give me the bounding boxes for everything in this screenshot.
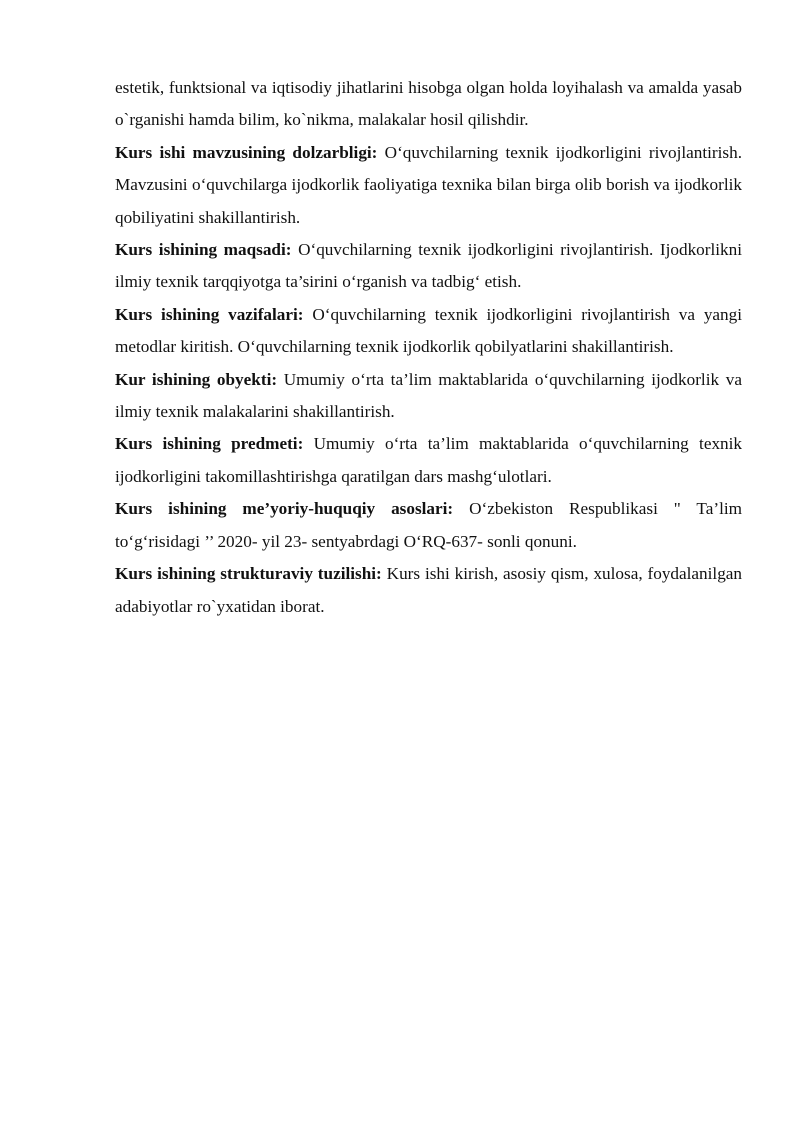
paragraph-subject: [115, 428, 742, 493]
paragraph-heading: Kurs ishining predmeti:: [115, 434, 304, 454]
paragraph-text: O‘quvchilarning texnik ijodkorligini rivojlantirish. Mavzusini o‘quvchilarga ijodkorlik faoliyatiga texnika bilan birga olib borish va ijodkorlik qobiliyatini shakillantirish.: [115, 142, 742, 227]
paragraph-heading: Kurs ishi mavzusining dolzarbligi:: [115, 142, 378, 162]
paragraph-text: Kurs ishi kirish, asosiy qism, xulosa, foydalanilgan adabiyotlar ro`yxatidan iborat.: [115, 564, 743, 616]
paragraph-heading: Kurs ishining strukturaviy tuzilishi:: [115, 564, 382, 584]
paragraph-heading: Kur ishining obyekti:: [115, 369, 278, 389]
paragraph-text: O‘quvchilarning texnik ijodkorligini rivojlantirish va yangi metodlar kiritish. O‘quvchilarning texnik ijodkorlik qobilyatlarini shakillantirish.: [115, 304, 742, 357]
paragraph-heading: Kurs ishining me’yoriy-huquqiy asoslari:: [115, 499, 454, 519]
paragraph-structure: [115, 558, 742, 623]
document-page: [115, 72, 742, 623]
paragraph-text: O‘zbekiston Respublikasi " Ta’lim to‘g‘risidagi ’’ 2020- yil 23- sentyabrdagi O‘RQ-637- sonli qonuni.: [115, 499, 742, 551]
paragraph-text: O‘quvchilarning texnik ijodkorligini rivojlantirish. Ijodkorlikni ilmiy texnik tarqqiyotga ta’sirini o‘rganish va tadbig‘ etish.: [115, 240, 743, 292]
paragraph-tasks: [115, 299, 742, 364]
paragraph-heading: Kurs ishining maqsadi:: [115, 240, 292, 260]
paragraph-heading: Kurs ishining vazifalari:: [115, 304, 304, 324]
paragraph-intro-continuation: [115, 72, 742, 137]
paragraph-legal-basis: [115, 493, 742, 558]
paragraph-object: [115, 364, 742, 429]
paragraph-text: Umumiy o‘rta ta’lim maktablarida o‘quvchilarning texnik ijodkorligini takomillashtirishga qaratilgan dars mashg‘ulotlari.: [115, 434, 743, 486]
paragraph-text: estetik, funktsional va iqtisodiy jihatlarini hisobga olgan holda loyihalash va amalda yasab o`rganishi hamda bilim, ko`nikma, malakalar hosil qilishdir.: [115, 78, 742, 130]
paragraph-goal: [115, 234, 742, 299]
paragraph-text: Umumiy o‘rta ta’lim maktablarida o‘quvchilarning ijodkorlik va ilmiy texnik malakalarini shakillantirish.: [115, 369, 742, 422]
paragraph-relevance: [115, 137, 742, 234]
